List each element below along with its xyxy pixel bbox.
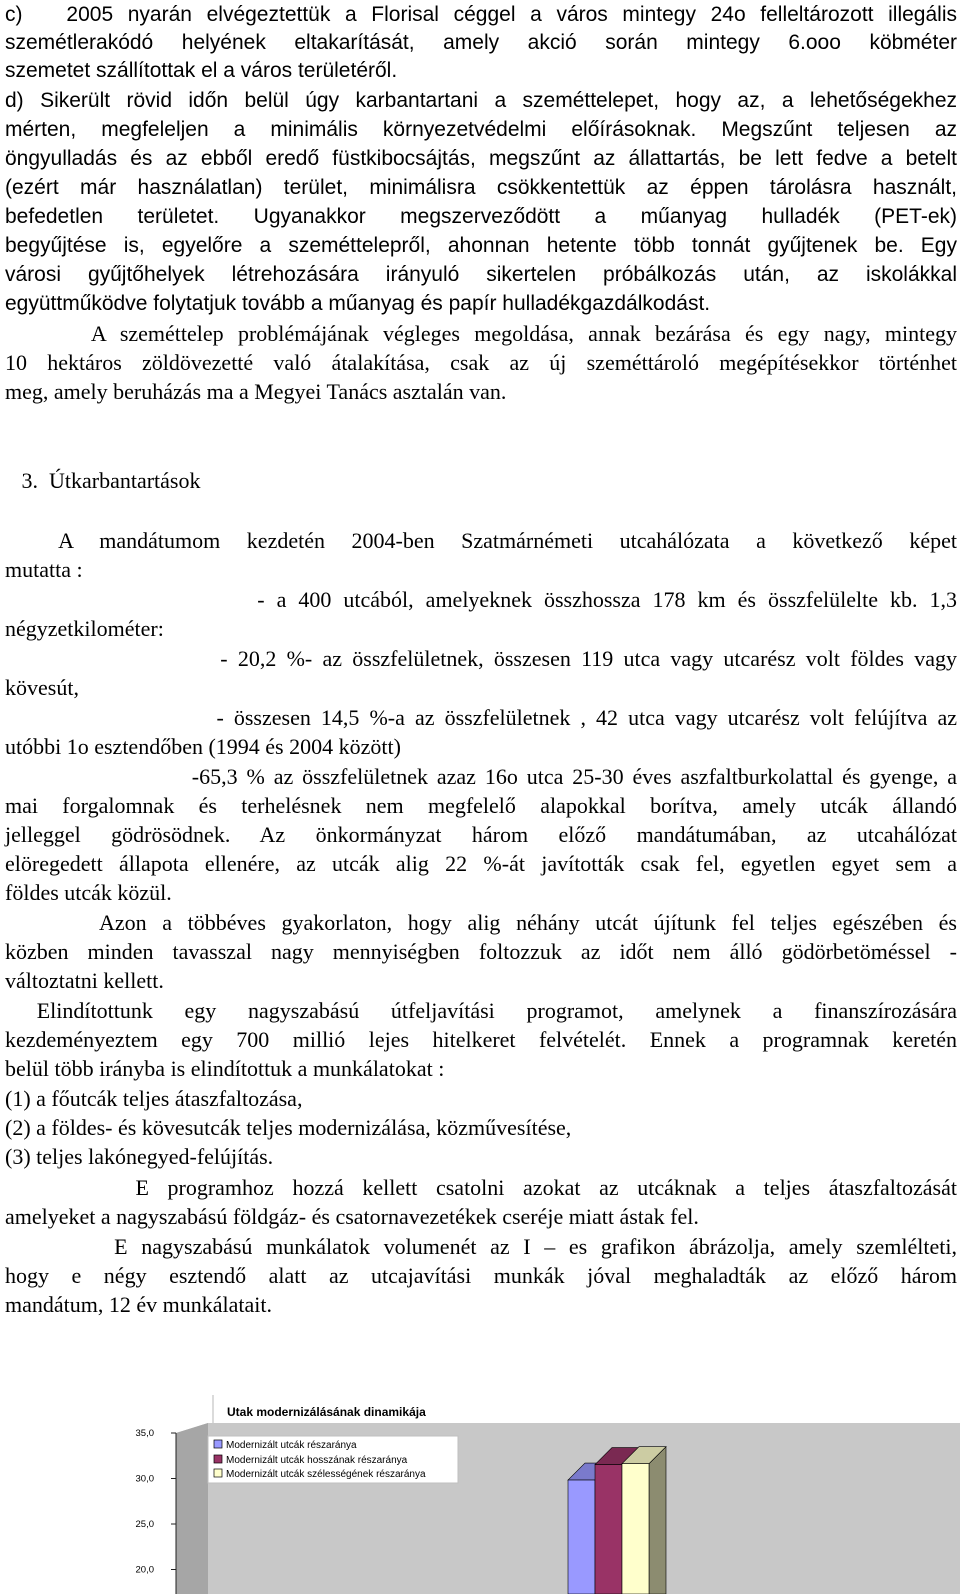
text-line: d) Sikerült rövid időn belül úgy karbantartani a szeméttelepet, hogy az, a lehetőségekhez: [5, 89, 957, 112]
bars-group: [568, 1447, 666, 1594]
bar-3: [622, 1447, 666, 1594]
text-line: szemetet szállítottak el a város területéről.: [5, 59, 398, 82]
text-line: négyzetkilométer:: [5, 616, 164, 641]
text-line: szemétlerakódó helyének eltakarítását, amely akció során mintegy 6.ooo köbméter: [5, 31, 957, 54]
y-tick-label: 30,0: [135, 1473, 154, 1485]
text-line: meg, amely beruházás ma a Megyei Tanács asztalán van.: [5, 379, 507, 404]
legend-label-2: Modernizált utcák hosszának részaránya: [226, 1455, 408, 1466]
chart-svg: [100, 1395, 960, 1594]
y-tick-label: 35,0: [135, 1428, 154, 1439]
list-item: (1) a főutcák teljes átaszfaltozása,: [5, 1086, 303, 1111]
legend-label-1: Modernizált utcák részaránya: [226, 1440, 357, 1451]
text-line: -65,3 % az összfelületnek azaz 16o utca 25-30 éves aszfaltburkolattal és gyenge, a: [5, 764, 957, 789]
text-line: A szeméttelep problémájának végleges megoldása, annak bezárása és egy nagy, mintegy: [5, 321, 957, 346]
text-line: 10 hektáros zöldövezetté való átalakítása, csak az új szeméttároló megépítésekkor történhet: [5, 350, 957, 375]
y-tick-label: 20,0: [135, 1564, 154, 1576]
bar-side: [649, 1447, 666, 1594]
text-line: A mandátumom kezdetén 2004-ben Szatmárnémeti utcahálózata a következő képet: [5, 528, 957, 553]
y-tick-label: 25,0: [135, 1519, 154, 1530]
legend-swatch-3: [214, 1469, 222, 1477]
legend-swatch-1: [214, 1440, 222, 1448]
text-line: mutatta :: [5, 557, 83, 582]
text-line: - 20,2 %- az összfelületnek, összesen 119 utca vagy utcarész volt földes vagy: [5, 646, 957, 671]
text-line: begyűjtése is, egyelőre a szeméttelepről, ahonnan hetente több tonnát gyűjtenek be. Egy: [5, 234, 957, 257]
bar-front: [622, 1464, 649, 1594]
plot-side-wall: [176, 1423, 208, 1594]
text-line: földes utcák közül.: [5, 880, 172, 905]
text-line: elöregedett állapota ellenére, az utcák alig 22 %-át javították csak fel, egyetlen egyet sem a: [5, 851, 957, 876]
text-line: mandátum, 12 év munkálatait.: [5, 1292, 272, 1317]
text-line: E programhoz hozzá kellett csatolni azokat az utcáknak a teljes átaszfaltozását: [5, 1175, 957, 1200]
text-line: változtatni kellett.: [5, 968, 164, 993]
section-heading: 3. Útkarbantartások: [5, 468, 201, 493]
text-line: befedetlen területet. Ugyanakkor megszerveződött a műanyag hulladék (PET-ek): [5, 205, 957, 228]
text-line: Elindítottunk egy nagyszabású útfeljavítási programot, amelynek a finanszírozására: [5, 998, 957, 1023]
text-line: kezdeményeztem egy 700 millió lejes hitelkeret felvételét. Ennek a programnak keretén: [5, 1027, 957, 1052]
text-line: - összesen 14,5 %-a az összfelületnek , 42 utca vagy utcarész volt felújítva az: [5, 705, 957, 730]
list-item: (2) a földes- és kövesutcák teljes modernizálása, közművesítése,: [5, 1115, 572, 1140]
text-line: jelleggel gödrösödnek. Az önkormányzat három előző mandátumában, az utcahálózat: [5, 822, 957, 847]
text-line: városi gyűjtőhelyek létrehozására irányuló sikertelen próbálkozás után, az iskolákkal: [5, 263, 957, 286]
text-line: együttműködve folytatjuk tovább a műanyag és papír hulladékgazdálkodást.: [5, 292, 711, 315]
text-line: kövesút,: [5, 675, 79, 700]
text-line: c) 2005 nyarán elvégeztettük a Florisal céggel a város mintegy 24o felleltározott illegális: [5, 3, 957, 26]
bar-front: [595, 1465, 622, 1594]
y-axis-ticks: [136, 1428, 177, 1576]
text-line: - a 400 utcából, amelyeknek összhossza 178 km és összfelülelte kb. 1,3: [5, 587, 957, 612]
text-line: amelyeket a nagyszabású földgáz- és csatornavezetékek cseréje miatt ástak fel.: [5, 1204, 699, 1229]
text-line: közben minden tavasszal nagy mennyiségben foltozzuk az időt nem álló gödörbetöméssel -: [5, 939, 957, 964]
list-item: (3) teljes lakónegyed-felújítás.: [5, 1144, 274, 1169]
text-line: hogy e négy esztendő alatt az utcajavítási munkák jóval meghaladták az előző három: [5, 1263, 957, 1288]
text-line: E nagyszabású munkálatok volumenét az I – es grafikon ábrázolja, amely szemlélteti,: [5, 1234, 957, 1259]
text-line: mérten, megfeleljen a minimális környezetvédelmi előírásoknak. Megszűnt teljesen az: [5, 118, 957, 141]
chart-title: Utak modernizálásának dinamikája: [227, 1405, 426, 1419]
text-line: (ezért már használatlan) terület, minimálisra csökkentettük az éppen tárolásra használt,: [5, 176, 957, 199]
text-line: mai forgalomnak és terhelésnek nem megfelelő alapokkal borítva, amely utcák állandó: [5, 793, 957, 818]
text-line: Azon a többéves gyakorlaton, hogy alig néhány utcát újítunk fel teljes egészében és: [5, 910, 957, 935]
text-line: belül több irányba is elindítottuk a munkálatokat :: [5, 1056, 445, 1081]
text-line: öngyulladás és az ebből eredő füstkibocsájtás, megszűnt az állattartás, be lett fedve a betelt: [5, 147, 957, 170]
legend-label-3: Modernizált utcák szélességének részaránya: [226, 1469, 426, 1480]
legend: [208, 1436, 458, 1483]
chart: [100, 1395, 960, 1594]
bar-front: [568, 1480, 595, 1594]
legend-swatch-2: [214, 1455, 222, 1463]
text-line: utóbbi 1o esztendőben (1994 és 2004 között): [5, 734, 401, 759]
